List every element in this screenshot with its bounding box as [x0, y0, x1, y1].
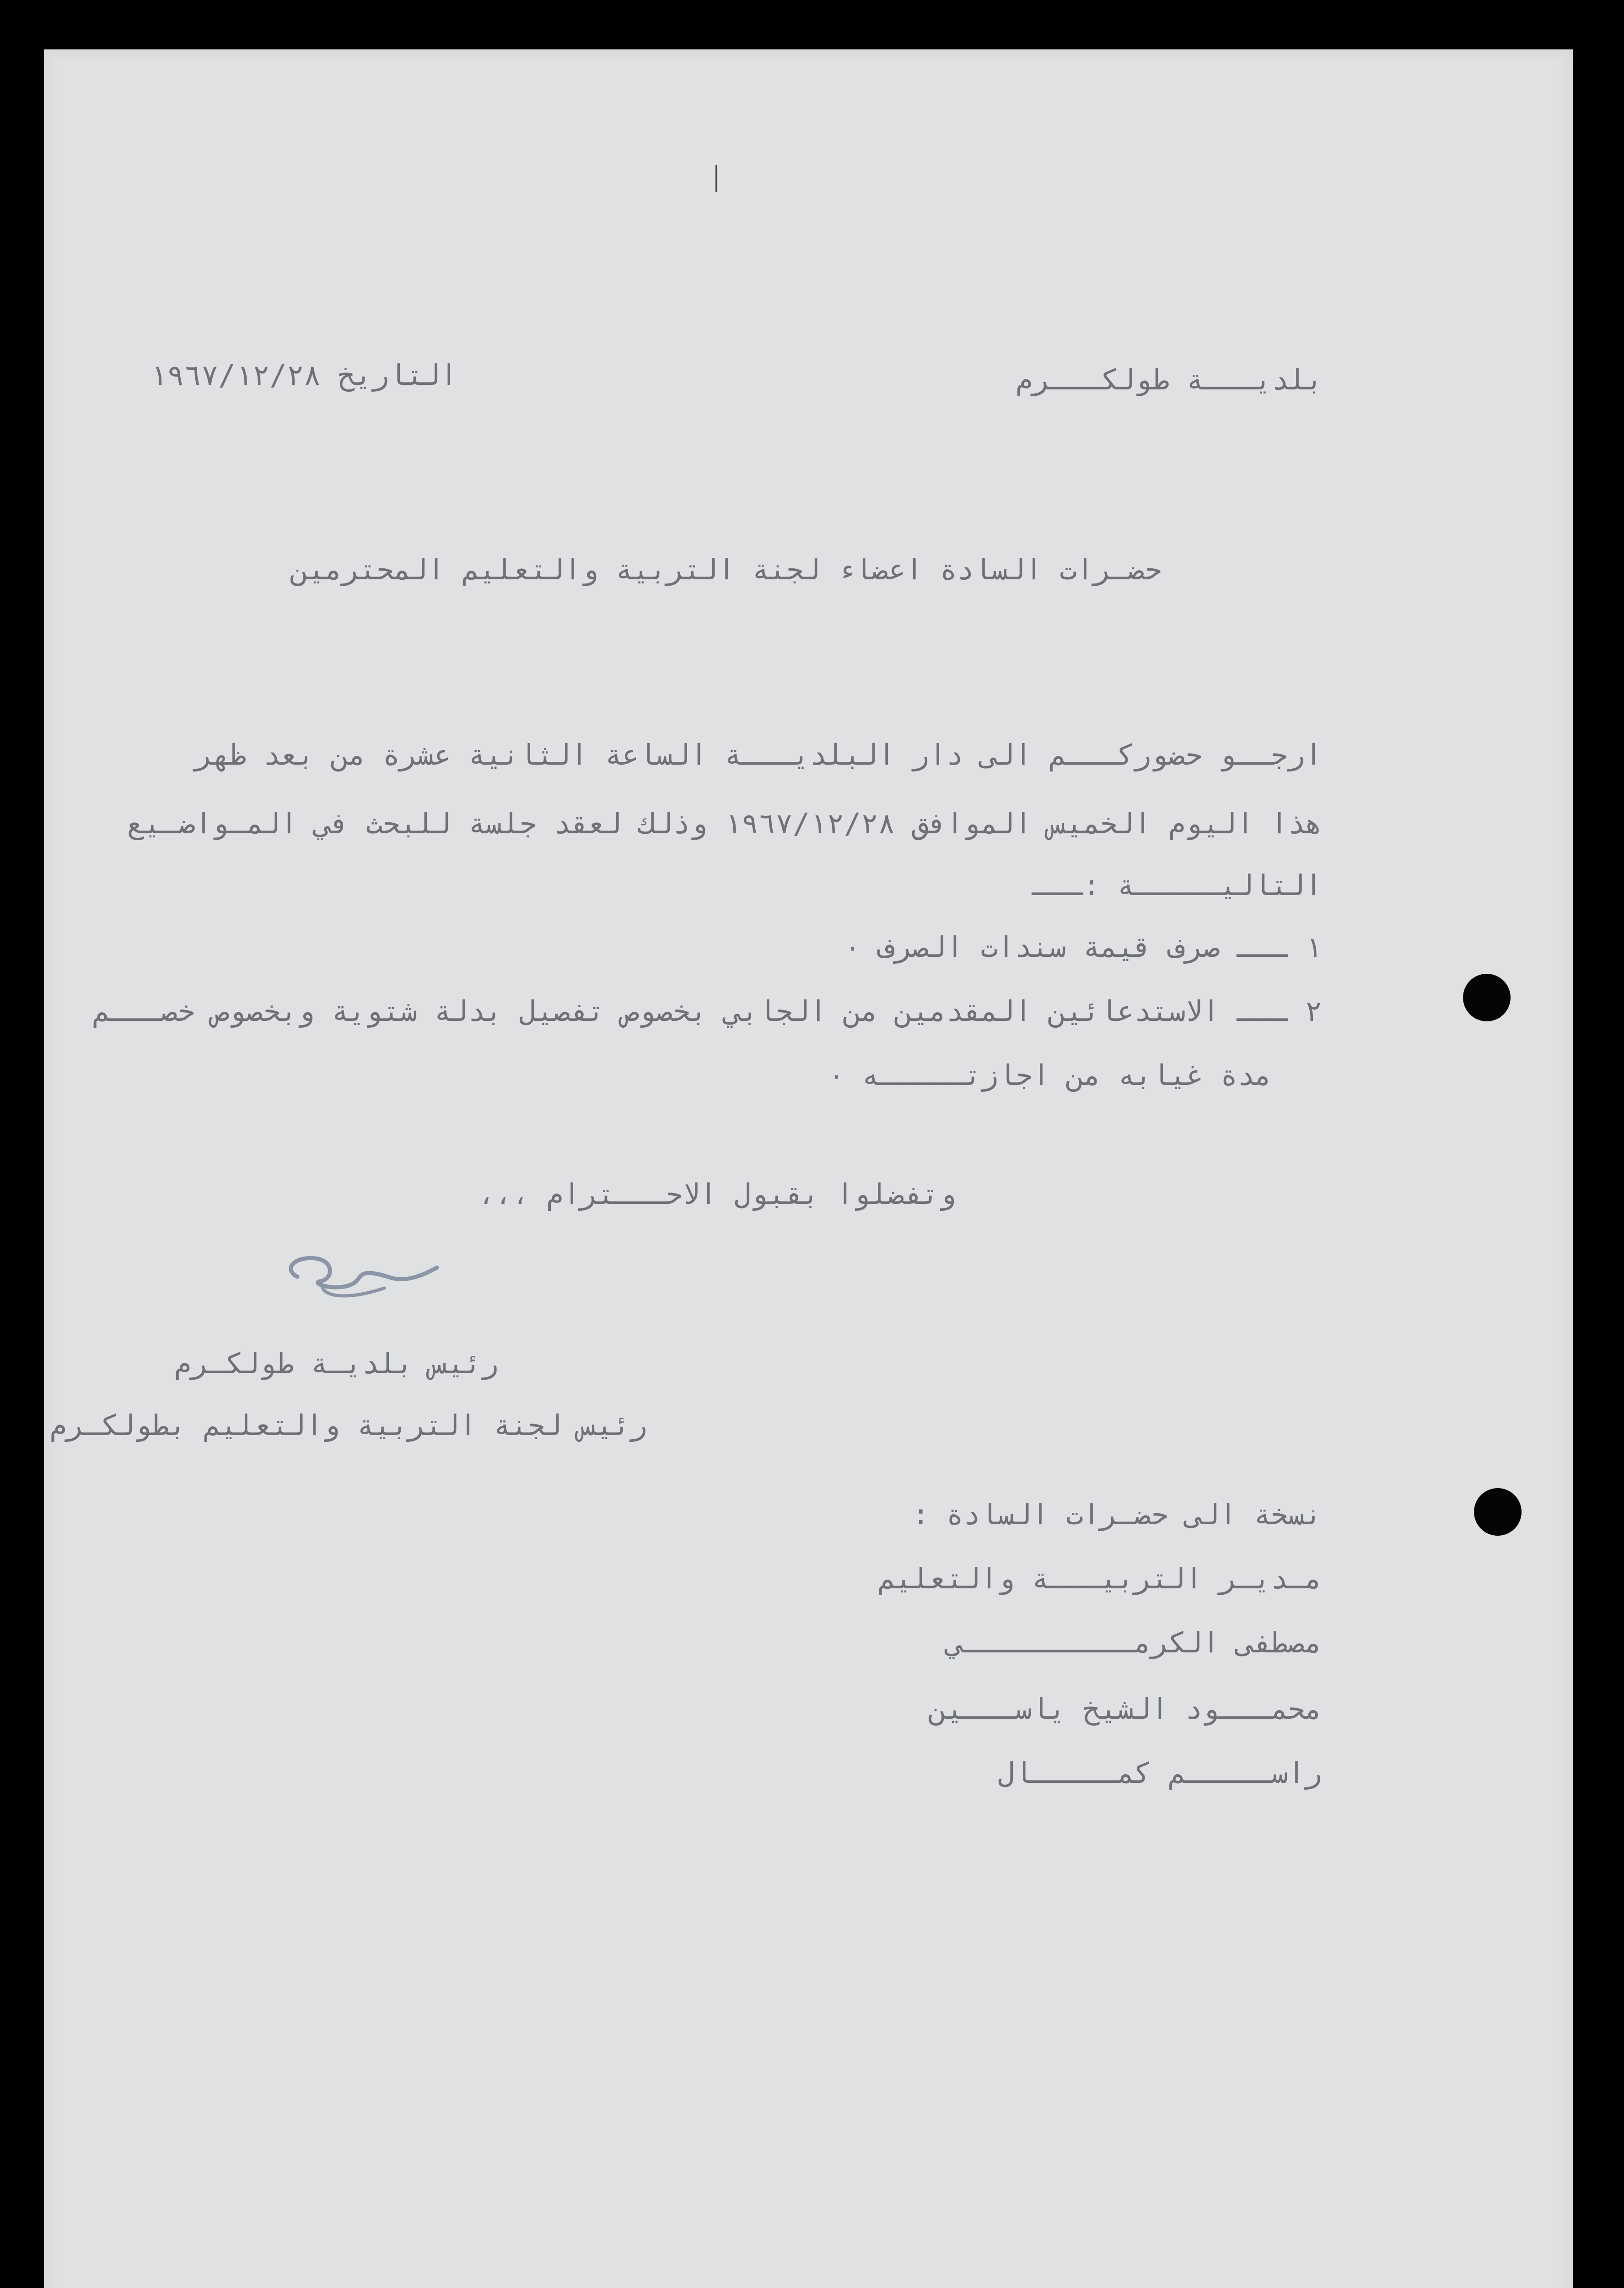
- copy-recipient-1: مـديـر التربيـــة والتعليم: [878, 1562, 1322, 1595]
- signature-image: [279, 1245, 444, 1313]
- agenda-item-2: ٢ ـــ الاستدعائين المقدمين من الجابي بخصوص تفصيل بدلة شتوية وبخصوص خصـــم: [92, 994, 1322, 1028]
- paper-mark: [715, 165, 717, 192]
- letter-body-line-3: التاليـــــة :ـــ: [1032, 869, 1322, 902]
- letter-header-municipality: بلديـــة طولكـــرم: [1016, 363, 1323, 396]
- letter-body-line-1: ارجــو حضوركـــم الى دار البلديـــة الساعة الثانية عشرة من بعد ظهر: [195, 738, 1322, 772]
- letter-date: التاريخ ١٩٦٧/١٢/٢٨: [150, 358, 457, 392]
- signatory-title-2: رئيس لجنة التربية والتعليم بطولكـرم: [49, 1408, 647, 1442]
- punch-hole-top: [1463, 974, 1511, 1021]
- punch-hole-bottom: [1474, 1488, 1522, 1536]
- copy-to-label: نسخة الى حضـرات السادة :: [912, 1498, 1322, 1531]
- signatory-title-1: رئيس بلديـة طولكـرم: [174, 1347, 499, 1380]
- copy-recipient-4: راســـــم كمـــــال: [997, 1756, 1322, 1790]
- agenda-item-2-continued: مدة غيابه من اجازتـــــه ٠: [828, 1058, 1272, 1092]
- copy-recipient-3: محمـــود الشيخ ياســـين: [929, 1692, 1322, 1726]
- agenda-item-1: ١ ـــ صرف قيمة سندات الصرف ٠: [844, 930, 1322, 964]
- letter-closing: وتفضلوا بقبول الاحـــترام ،،،: [478, 1177, 956, 1211]
- letter-addressee: حضـرات السادة اعضاء لجنة التربية والتعليم المحترمين: [291, 553, 1162, 586]
- copy-recipient-2: مصطفى الكرمــــــــــي: [946, 1626, 1322, 1659]
- letter-body-line-2: هذا اليوم الخميس الموافق ١٩٦٧/١٢/٢٨ وذلك لعقد جلسة للبحث في المـواضـيع: [127, 807, 1322, 840]
